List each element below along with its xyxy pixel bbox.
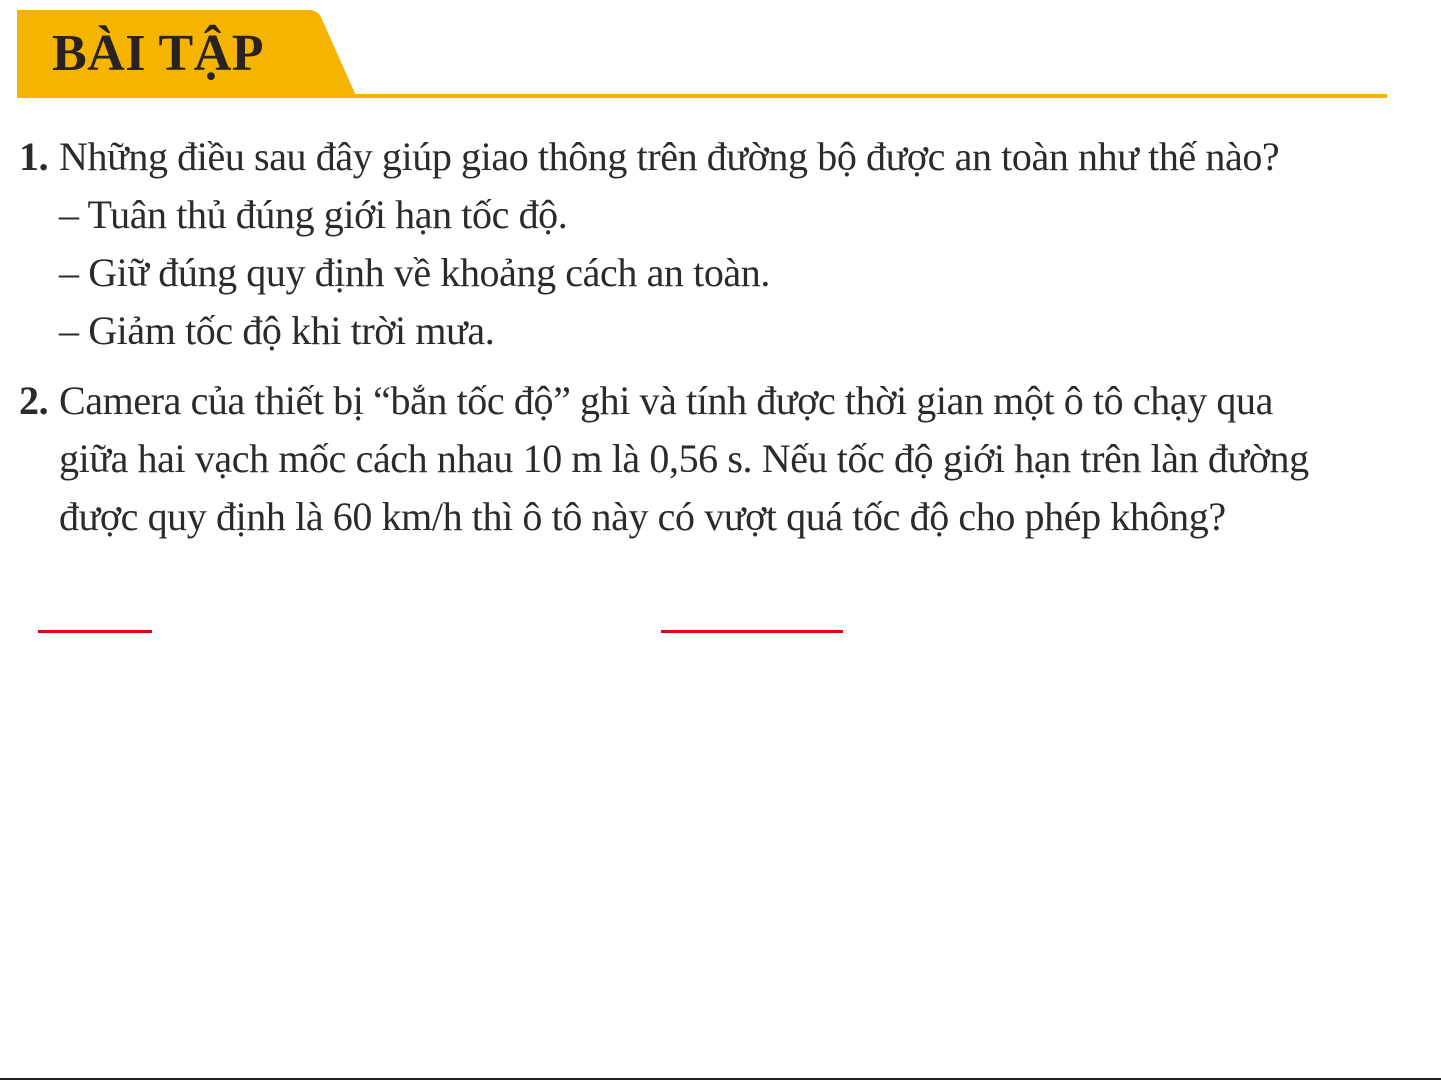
exercise-bullet: – Giữ đúng quy định về khoảng cách an toàn. (59, 250, 770, 295)
section-title: BÀI TẬP (52, 25, 265, 82)
exercise-bullet: – Tuân thủ đúng giới hạn tốc độ. (59, 192, 568, 237)
red-underline-mark (38, 630, 152, 633)
exercise-question-line: Camera của thiết bị “bắn tốc độ” ghi và tính được thời gian một ô tô chạy qua (59, 378, 1273, 423)
exercise-1 (19, 128, 1399, 360)
exercise-question-line: Những điều sau đây giúp giao thông trên đường bộ được an toàn như thế nào? (59, 134, 1280, 179)
exercise-question-line: giữa hai vạch mốc cách nhau 10 m là 0,56 s. Nếu tốc độ giới hạn trên làn đường (59, 436, 1309, 481)
exercise-list (19, 128, 1399, 546)
header-divider (17, 94, 1387, 98)
red-underline-mark (661, 630, 843, 633)
bottom-border (0, 1078, 1441, 1080)
exercise-number: 2. (19, 378, 49, 423)
exercise-2 (19, 372, 1399, 546)
exercise-bullet: – Giảm tốc độ khi trời mưa. (59, 308, 495, 353)
exercise-number: 1. (19, 134, 49, 179)
exercise-question-line: được quy định là 60 km/h thì ô tô này có vượt quá tốc độ cho phép không? (59, 494, 1226, 539)
